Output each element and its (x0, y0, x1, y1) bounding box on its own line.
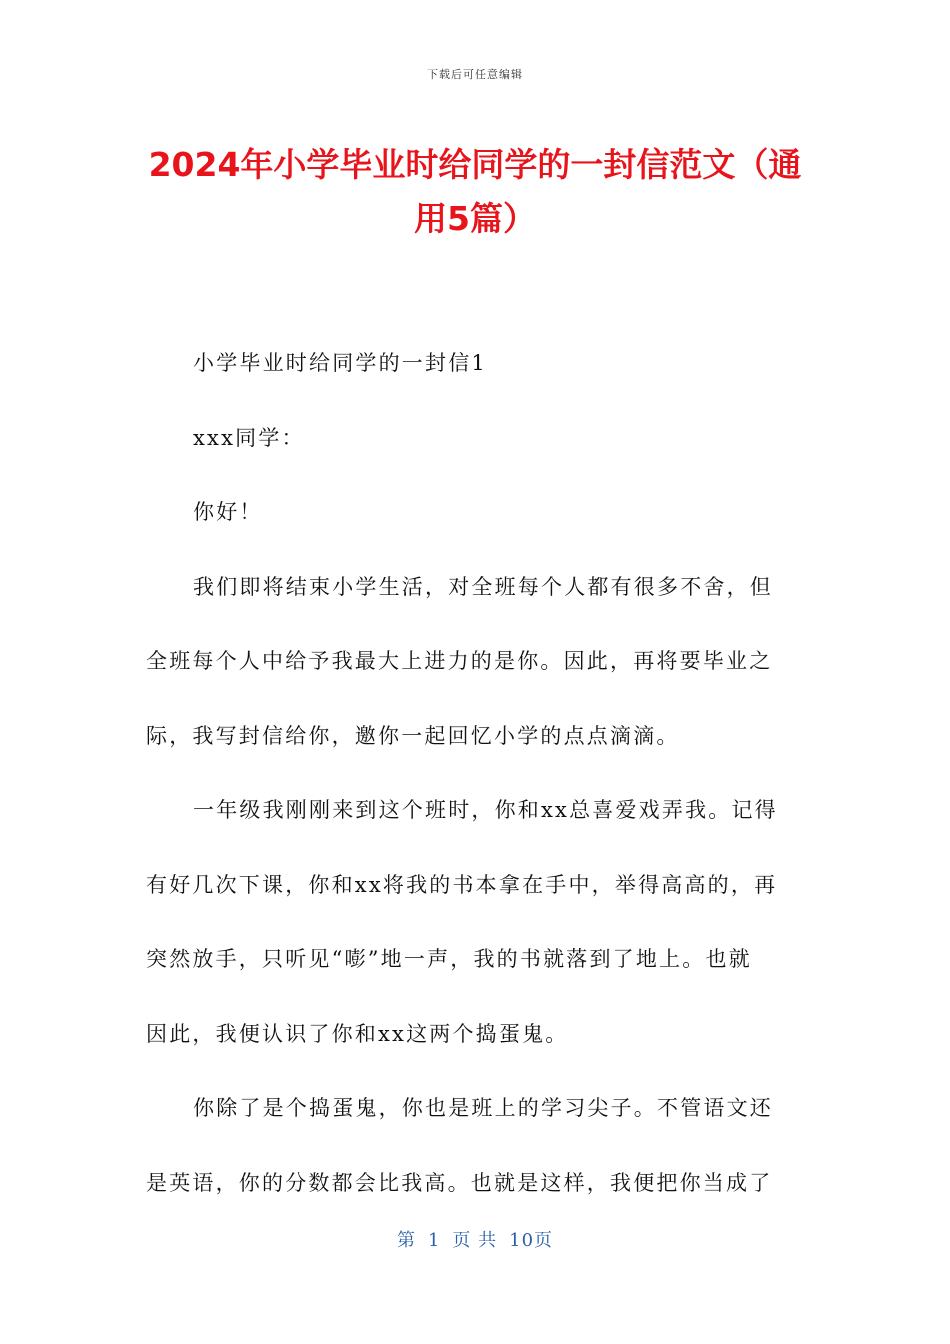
text-line: 突然放手，只听见“嘭”地一声，我的书就落到了地上。也就 (146, 947, 752, 971)
greeting (146, 475, 810, 550)
page-footer (0, 1226, 950, 1252)
title-line-1: 2024年小学毕业时给同学的一封信范文（通 (148, 145, 802, 184)
document-title (130, 138, 820, 246)
text-line: 你好！ (193, 500, 263, 524)
text-line: 际，我写封信给你，邀你一起回忆小学的点点滴滴。 (146, 723, 680, 748)
salutation (146, 401, 810, 476)
body-paragraph (146, 1071, 810, 1220)
document-body (146, 326, 810, 1220)
section-heading (146, 326, 810, 401)
text-line: 全班每个人中给予我最大上进力的是你。因此，再将要毕业之 (146, 649, 773, 673)
text-line: 小学毕业时给同学的一封信1 (193, 351, 487, 375)
text-line: 我们即将结束小学生活，对全班每个人都有很多不舍，但 (193, 574, 773, 599)
footer-total-pages: 10页 (509, 1230, 554, 1251)
body-paragraph (146, 773, 810, 1071)
footer-current-page: 1 (427, 1230, 441, 1251)
text-line: xxx同学： (193, 425, 305, 450)
text-line: 因此，我便认识了你和xx这两个捣蛋鬼。 (146, 1021, 569, 1046)
header-note: 下载后可任意编辑 (427, 68, 523, 81)
body-paragraph (146, 550, 810, 774)
footer-prefix: 第 (396, 1230, 416, 1251)
text-line: 一年级我刚刚来到这个班时，你和xx总喜爱戏弄我。记得 (193, 798, 778, 822)
text-line: 是英语，你的分数都会比我高。也就是这样，我便把你当成了 (146, 1170, 773, 1195)
text-line: 你除了是个捣蛋鬼，你也是班上的学习尖子。不管语文还 (193, 1096, 773, 1120)
title-line-2: 用5篇） (414, 199, 536, 238)
footer-mid: 页 共 (452, 1230, 498, 1251)
text-line: 有好几次下课，你和xx将我的书本拿在手中，举得高高的，再 (146, 872, 778, 897)
